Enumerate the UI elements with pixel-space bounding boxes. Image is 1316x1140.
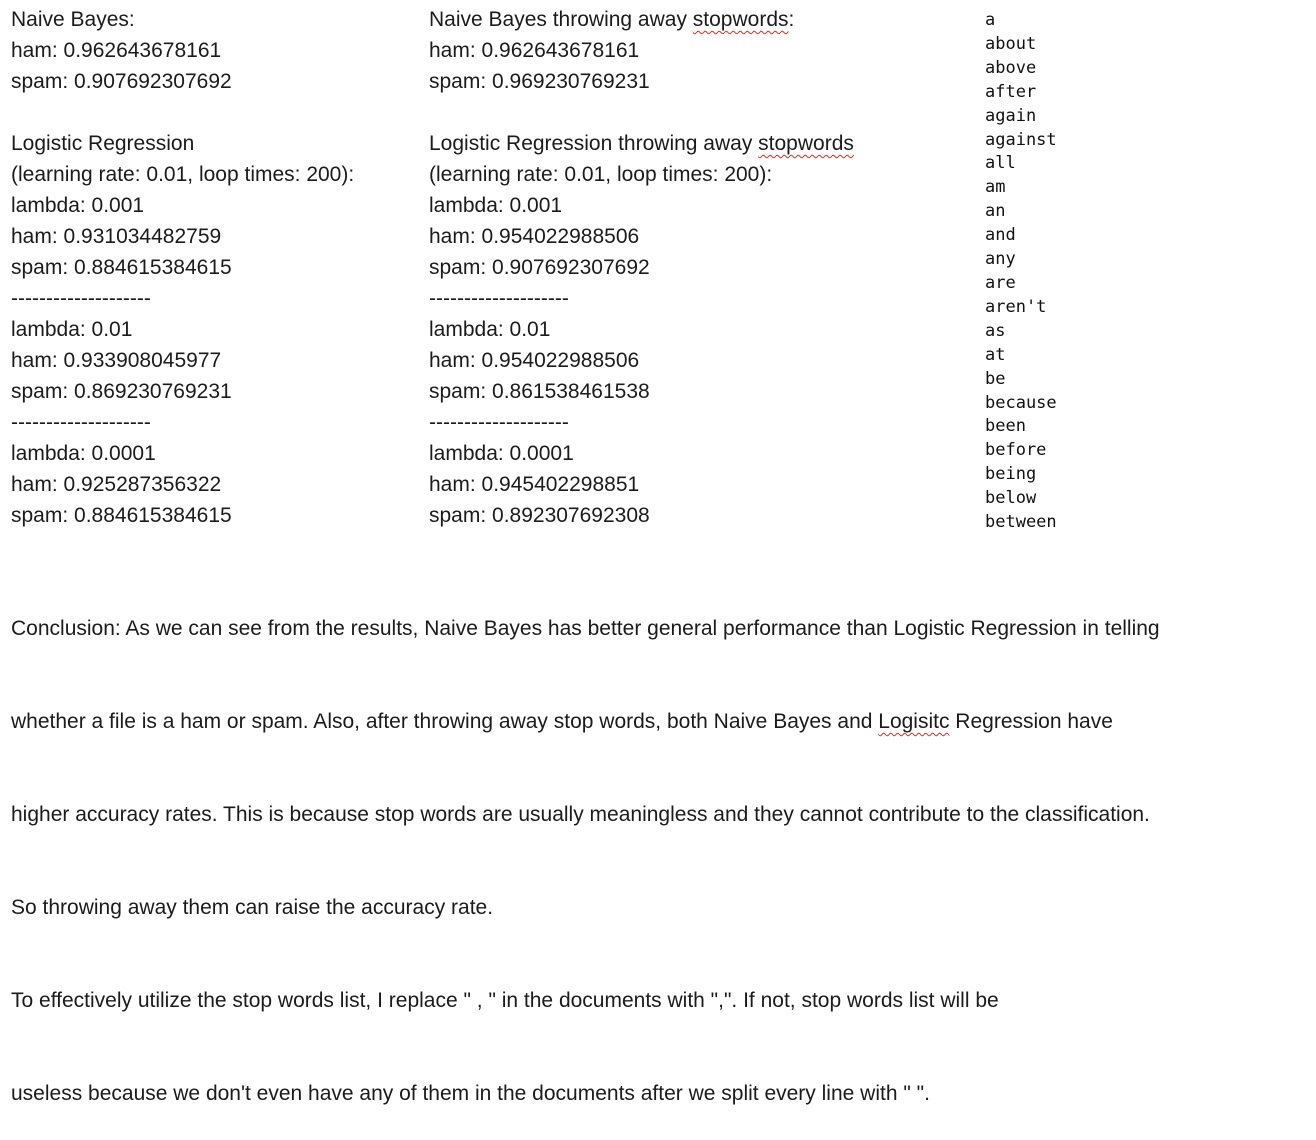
stopword-item: about [985, 33, 1037, 54]
stopword-item: are [985, 272, 1016, 293]
conclusion-text-segment: whether a file is a ham or spam. Also, after throwing away stop words, both Naive Bayes and [11, 710, 879, 733]
lambda-value: lambda: 0.0001 [429, 442, 574, 465]
logistic-regression-title: Logistic Regression [11, 132, 195, 155]
blank-line [429, 97, 854, 128]
stopword-item: above [985, 57, 1037, 78]
stopword-item: at [985, 344, 1006, 365]
title-text: Naive Bayes throwing away [429, 8, 693, 31]
spam-accuracy: spam: 0.884615384615 [11, 256, 232, 279]
title-text: Logistic Regression throwing away [429, 132, 759, 155]
logistic-regression-params: (learning rate: 0.01, loop times: 200): [429, 163, 773, 186]
conclusion-line: higher accuracy rates. This is because stop words are usually meaningless and they cannot contribute to the classification. [11, 803, 1150, 826]
naive-bayes-stopwords-title [429, 4, 854, 35]
stopword-item: an [985, 201, 1006, 222]
misspelled-word: Logisitc [878, 710, 950, 733]
stopword-item: as [985, 320, 1006, 341]
spam-accuracy: spam: 0.861538461538 [429, 380, 650, 403]
stopword-list [985, 9, 1057, 535]
stopword-item: any [985, 249, 1016, 270]
naive-bayes-title: Naive Bayes: [11, 8, 135, 31]
stopword-item: being [985, 464, 1037, 485]
conclusion-line: To effectively utilize the stop words list, I replace " , " in the documents with ",". If not, stop words list will be [11, 989, 999, 1012]
divider-dashes: -------------------- [429, 287, 569, 310]
ham-accuracy: ham: 0.954022988506 [429, 225, 640, 248]
misspelled-word: stopwords [758, 132, 854, 155]
divider-dashes: -------------------- [11, 411, 151, 434]
lambda-value: lambda: 0.001 [429, 194, 563, 217]
stopword-item: be [985, 368, 1006, 389]
results-column-no-stopwords [429, 4, 854, 531]
conclusion-line [11, 706, 1160, 737]
conclusion-text-segment: Regression have [949, 710, 1113, 733]
stopword-item: before [985, 440, 1047, 461]
spam-accuracy: spam: 0.892307692308 [429, 504, 650, 527]
stopword-item: and [985, 225, 1016, 246]
stopword-item: after [985, 81, 1037, 102]
lambda-value: lambda: 0.01 [429, 318, 551, 341]
naive-bayes-spam-accuracy: spam: 0.907692307692 [11, 70, 232, 93]
spam-accuracy: spam: 0.907692307692 [429, 256, 650, 279]
spam-accuracy: spam: 0.869230769231 [11, 380, 232, 403]
title-text: : [788, 8, 795, 31]
stopword-item: aren't [985, 296, 1047, 317]
stopword-item: been [985, 416, 1026, 437]
ham-accuracy: ham: 0.933908045977 [11, 349, 222, 372]
naive-bayes-ham-accuracy: ham: 0.962643678161 [429, 39, 640, 62]
stopword-item: a [985, 10, 996, 30]
conclusion-text [11, 551, 1160, 1140]
ham-accuracy: ham: 0.945402298851 [429, 473, 640, 496]
ham-accuracy: ham: 0.925287356322 [11, 473, 222, 496]
stopword-item: because [985, 392, 1057, 413]
logistic-regression-params: (learning rate: 0.01, loop times: 200): [11, 163, 355, 186]
misspelled-word: stopwords [692, 8, 789, 31]
stopword-item: again [985, 105, 1037, 126]
logistic-regression-stopwords-title [429, 128, 854, 159]
naive-bayes-ham-accuracy: ham: 0.962643678161 [11, 39, 222, 62]
naive-bayes-spam-accuracy: spam: 0.969230769231 [429, 70, 650, 93]
lambda-value: lambda: 0.0001 [11, 442, 156, 465]
stopword-item: am [985, 177, 1006, 198]
blank-line [11, 97, 354, 128]
lambda-value: lambda: 0.01 [11, 318, 133, 341]
divider-dashes: -------------------- [11, 287, 151, 310]
stopword-item: all [985, 153, 1016, 174]
results-column-plain [11, 4, 354, 531]
lambda-value: lambda: 0.001 [11, 194, 145, 217]
divider-dashes: -------------------- [429, 411, 569, 434]
conclusion-line: useless because we don't even have any of them in the documents after we split every line with " ". [11, 1082, 930, 1105]
conclusion-line: Conclusion: As we can see from the results, Naive Bayes has better general performance than Logistic Regression in telling [11, 617, 1160, 640]
spam-accuracy: spam: 0.884615384615 [11, 504, 232, 527]
ham-accuracy: ham: 0.931034482759 [11, 225, 222, 248]
conclusion-line: So throwing away them can raise the accuracy rate. [11, 896, 494, 919]
ham-accuracy: ham: 0.954022988506 [429, 349, 640, 372]
stopword-item: against [985, 129, 1057, 150]
stopword-item: below [985, 488, 1037, 509]
stopword-item: between [985, 512, 1057, 533]
